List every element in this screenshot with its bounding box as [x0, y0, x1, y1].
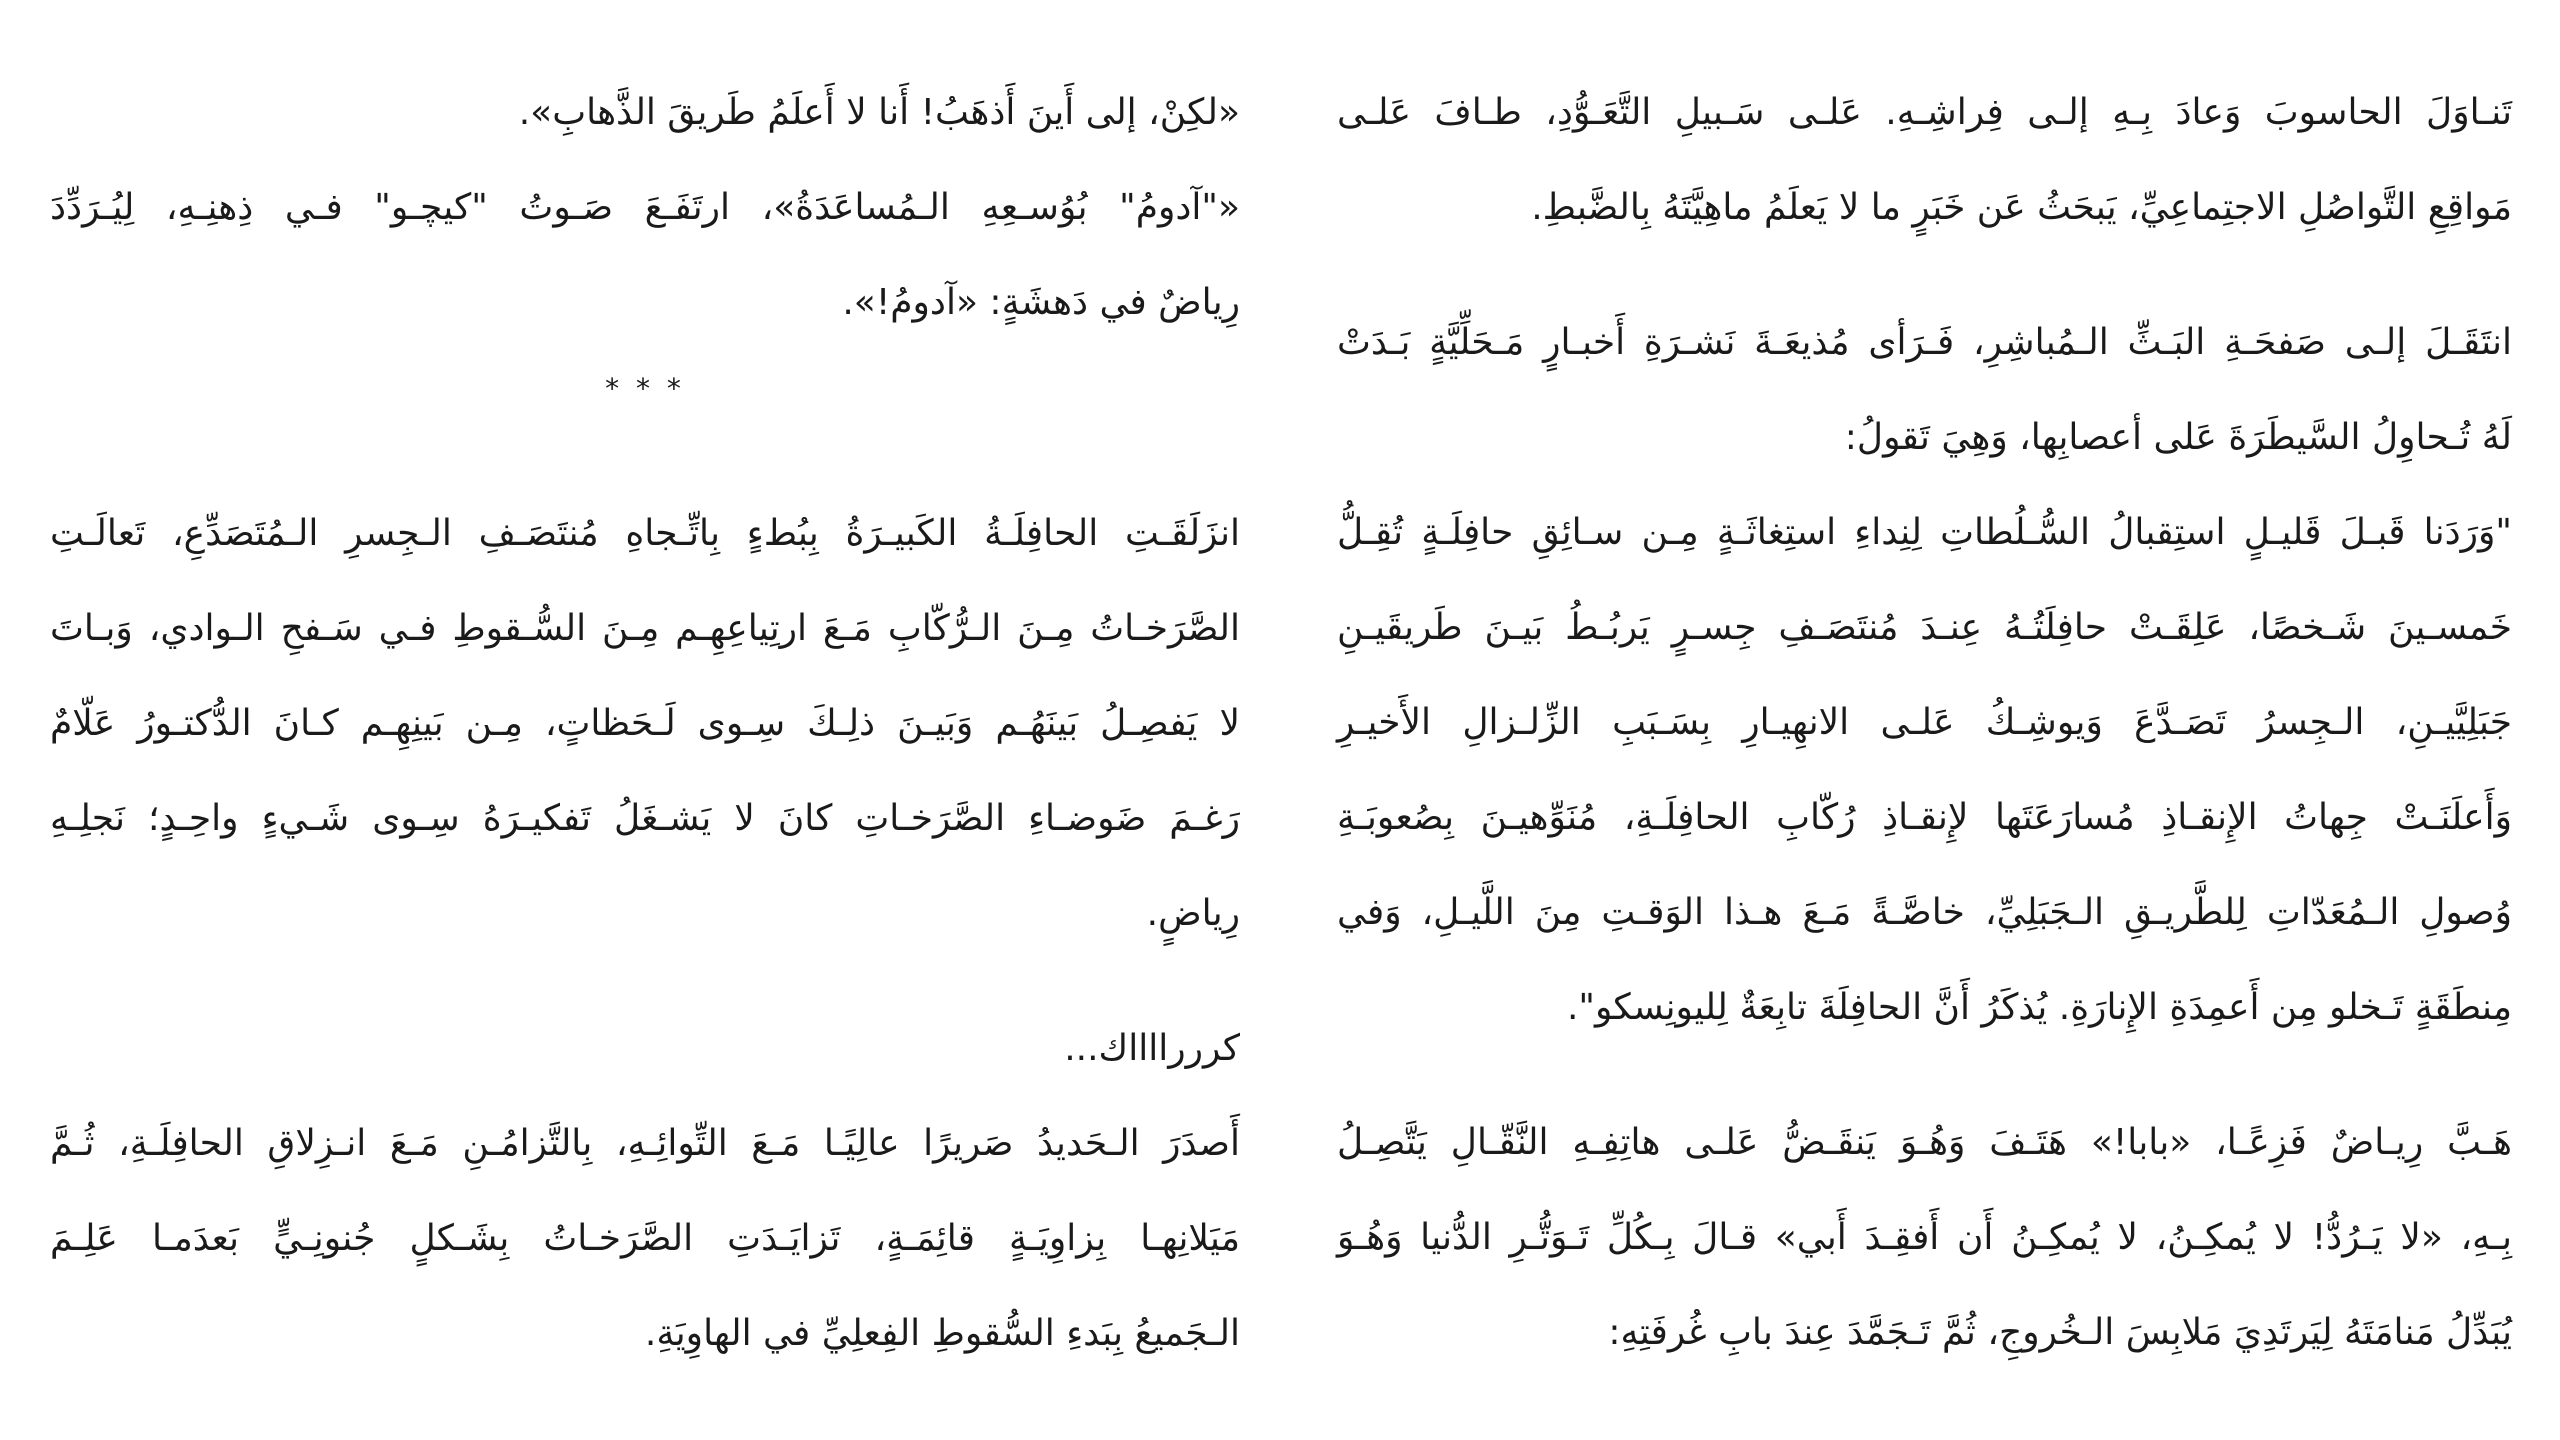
- section-separator: * * *: [605, 372, 685, 405]
- text-line: كرررااااك...: [1064, 1028, 1240, 1069]
- paragraph: [50, 486, 1240, 961]
- text-line: انتَقَـلَ إلـى صَفحَـةِ البَـثِّ الـمُباشِرِ، فَـرَأى مُذيعَـةَ نَشـرَةِ أَخبـارٍ مَـحَلِّيَّةٍ بَـدَتْ: [1337, 322, 2512, 363]
- text-line: «"آدومُ" بُوُسـعِهِ الـمُساعَدَةُ»، ارتَفَـعَ صَـوتُ "كيچـو" فـي ذِهنِـهِ، لِيُـرَدِّدَ: [50, 187, 1240, 228]
- sound-effect-line: [50, 1001, 1240, 1096]
- quoted-news-paragraph: [1337, 485, 2512, 1055]
- text-line: هَـبَّ رِيـاضٌ فَزِعًـا، «بابا!» هَتَـفَ وَهُـوَ يَنقَـضُّ عَلـى هاتِفِـهِ النَّقّـالِ يَتَّصِـلُ: [1337, 1122, 2512, 1163]
- text-line: رِياضٍ.: [1146, 893, 1240, 934]
- text-line: مَيَلانِهـا بِزاوِيَـةٍ قائِمَـةٍ، تَزايَـدَتِ الصَّرَخـاتُ بِشَـكلٍ جُنونِـيٍّ بَعدَمـا عَلِـمَ: [50, 1218, 1240, 1259]
- text-line: بِـهِ، «لا يَـرُدُّ! لا يُمكِـنُ، لا يُمكِـنُ أَن أَفقِـدَ أَبي» قـالَ بِـكُلِّ تَـوَتُّـرِ الدُّنيا وَهُـوَ: [1337, 1217, 2512, 1258]
- text-line: تَنـاوَلَ الحاسوبَ وَعادَ بِـهِ إلـى فِراشِـهِ. عَلـى سَـبيلِ التَّعَـوُّدِ، طـافَ عَلـى: [1337, 92, 2512, 133]
- text-line: وَأَعلَنَـتْ جِهاتُ الإِنقـاذِ مُسارَعَتَها لإِنقـاذِ رُكّابِ الحافِلَـةِ، مُنَوِّهيـنَ بِصُعوبَـةِ: [1337, 797, 2512, 838]
- text-line: خَمسـينَ شَـخصًا، عَلِقَـتْ حافِلَتُـهُ عِنـدَ مُنتَصَـفِ جِسـرٍ يَربُـطُ بَيـنَ طَريقَيـنِ: [1337, 607, 2512, 648]
- text-line: جَبَلِيَّيـنِ، الـجِسرُ تَصَـدَّعَ وَيوشِـكُ عَلـى الانهِيـارِ بِسَـبَبِ الزِّلـزالِ الأَخيـرِ: [1337, 702, 2512, 743]
- text-line: انزَلَقَـتِ الحافِلَـةُ الكَبيـرَةُ بِبُطءٍ بِاتِّـجاهِ مُنتَصَـفِ الـجِسرِ الـمُتَصَدِّعِ، تَعالَـتِ: [50, 513, 1240, 554]
- text-line: لَهُ تُـحاوِلُ السَّيطَرَةَ عَلى أعصابِها، وَهِيَ تَقولُ:: [1844, 417, 2512, 458]
- paragraph: [50, 65, 1240, 160]
- text-line: الصَّرَخـاتُ مِـنَ الـرُّكّابِ مَـعَ ارتِياعِهِـم مِـنَ السُّـقوطِ فـي سَـفحِ الـوادي، وَبـاتَ: [50, 608, 1240, 649]
- paragraph: [1337, 1095, 2512, 1380]
- text-line: لا يَفصِـلُ بَينَهُـم وَبَيـنَ ذلِـكَ سِـوى لَـحَظاتٍ، مِـن بَينِهِـم كـانَ الدُّكتـورُ عَلّامٌ: [50, 703, 1240, 744]
- text-line: مِنطَقَةٍ تَـخلو مِن أَعمِدَةِ الإِنارَةِ. يُذكَرُ أَنَّ الحافِلَةَ تابِعَةٌ لِليونِسكو".: [1566, 987, 2512, 1028]
- text-line: رِياضٌ في دَهشَةٍ: «آدومُ!».: [842, 282, 1240, 323]
- text-line: «لكِنْ، إلى أَينَ أَذهَبُ! أَنا لا أَعلَمُ طَريقَ الذَّهابِ».: [518, 92, 1240, 133]
- paragraph: [50, 1096, 1240, 1381]
- paragraph: [1337, 295, 2512, 485]
- text-line: يُبَدِّلُ مَنامَتَهُ لِيَرتَدِيَ مَلابِسَ الـخُروجِ، ثُمَّ تَـجَمَّدَ عِندَ بابِ غُرفَتِهِ:: [1608, 1312, 2512, 1353]
- text-line: "وَرَدَنا قَبـلَ قَليـلٍ استِقبالُ السُّـلُطاتِ لِنِداءِ استِغاثَـةٍ مِـن سـائِقِ حافِلَـةٍ تُقِـلُّ: [1337, 512, 2512, 553]
- text-line: أَصدَرَ الـحَديدُ صَريرًا عالِيًـا مَـعَ التِّوائِـهِ، بِالتَّزامُـنِ مَـعَ انـزِلاقِ الحافِلَـةِ، ثُـمَّ: [50, 1123, 1240, 1164]
- text-line: الـجَميعُ بِبَدءِ السُّقوطِ الفِعلِيِّ في الهاوِيَةِ.: [644, 1313, 1240, 1354]
- text-line: وُصولِ الـمُعَدّاتِ لِلطَّريـقِ الـجَبَلِيِّ، خاصَّـةً مَـعَ هـذا الوَقـتِ مِنَ اللَّيـلِ، وَفي: [1337, 892, 2512, 933]
- paragraph: [1337, 65, 2512, 255]
- right-page: [1337, 65, 2512, 1380]
- paragraph: [50, 160, 1240, 350]
- text-line: مَواقِعِ التَّواصُلِ الاجتِماعِيِّ، يَبحَثُ عَن خَبَرٍ ما لا يَعلَمُ ماهِيَّتَهُ بِالضَّبطِ.: [1531, 187, 2512, 228]
- text-line: رَغـمَ ضَوضـاءِ الصَّرَخـاتِ كانَ لا يَشـغَلُ تَفكيـرَهُ سِـوى شَـيءٍ واحِـدٍ؛ نَجلِـهِ: [50, 798, 1240, 839]
- left-page: [50, 65, 1240, 1381]
